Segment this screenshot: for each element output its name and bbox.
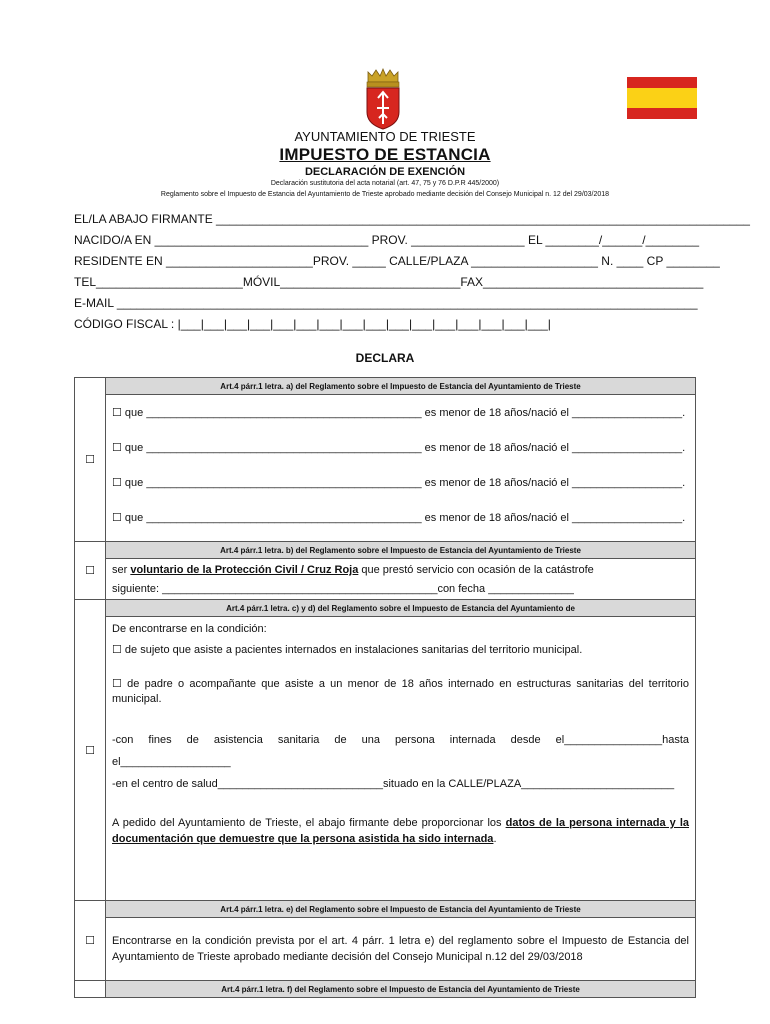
- section-a-checkbox[interactable]: ☐: [75, 378, 106, 542]
- c-fines-line[interactable]: -con fines de asistencia sanitaria de una persona internada desde el________________hasta el__________________: [112, 734, 689, 768]
- c-pedido-end: .: [493, 833, 497, 845]
- section-c-checkbox[interactable]: ☐: [75, 600, 106, 901]
- section-a-body: [106, 395, 696, 542]
- b-line2[interactable]: siguiente: _____________________________________________con fecha ______________: [112, 583, 574, 595]
- c-pedido-bold: datos de la persona internada y la documentación que demuestre que la persona asistida ha sido internada: [112, 817, 690, 845]
- section-f-header: Art.4 párr.1 letra. f) del Reglamento sobre el Impuesto de Estancia del Ayuntamiento de Trieste: [106, 981, 696, 998]
- spain-flag-icon: [627, 77, 697, 119]
- section-a-header: Art.4 párr.1 letra. a) del Reglamento sobre el Impuesto de Estancia del Ayuntamiento de Trieste: [106, 378, 696, 395]
- minor-line[interactable]: ☐ que _____________________________________________ es menor de 18 años/nació el __________________.: [112, 512, 686, 524]
- c-option-1[interactable]: ☐ de sujeto que asiste a pacientes internados en instalaciones sanitarias del territorio municipal.: [112, 644, 583, 656]
- legal-note-1: Declaración sustitutoria del acta notarial (art. 47, 75 y 76 D.P.R 445/2000): [270, 180, 500, 187]
- b-post-text: que prestó servicio con ocasión de la catástrofe: [358, 564, 594, 576]
- declara-heading: DECLARA: [355, 351, 415, 365]
- legal-note-2: Reglamento sobre el Impuesto de Estancia del Ayuntamiento de Trieste aprobado mediante decisión del Consejo Municipal n. 12 del 29/03/2018: [160, 191, 610, 198]
- tel-field[interactable]: TEL______________________MÓVIL___________________________FAX_________________________________: [74, 275, 704, 289]
- e-text: Encontrarse en la condición prevista por el art. 4 párr. 1 letra e) del reglamento sobre el Impuesto de Estancia del Ayuntamiento de Trieste aprobado mediante decisión del Consejo Municipal n.12 del 29/03/2018: [112, 935, 689, 963]
- page-title: IMPUESTO DE ESTANCIA: [279, 145, 491, 164]
- page-subtitle: DECLARACIÓN DE EXENCIÓN: [304, 166, 466, 178]
- minor-line[interactable]: ☐ que _____________________________________________ es menor de 18 años/nació el __________________.: [112, 407, 686, 419]
- c-pedido-text: A pedido del Ayuntamiento de Trieste, el abajo firmante debe proporcionar los: [112, 817, 506, 829]
- section-c-body: [106, 617, 696, 901]
- section-b-body: [106, 559, 696, 600]
- b-bold-text: voluntario de la Protección Civil / Cruz Roja: [130, 564, 359, 576]
- minor-line[interactable]: ☐ que _____________________________________________ es menor de 18 años/nació el __________________.: [112, 477, 686, 489]
- section-e-body: [106, 918, 696, 981]
- nacido-field[interactable]: NACIDO/A EN ________________________________ PROV. _________________ EL ________/______/________: [74, 233, 700, 247]
- b-pre-text: ser: [112, 564, 131, 576]
- c-intro: De encontrarse en la condición:: [112, 623, 267, 635]
- section-e-header: Art.4 párr.1 letra. e) del Reglamento sobre el Impuesto de Estancia del Ayuntamiento de Trieste: [106, 901, 696, 918]
- ayuntamiento-heading: AYUNTAMIENTO DE TRIESTE: [294, 129, 476, 144]
- codigo-fiscal-field[interactable]: CÓDIGO FISCAL : |___|___|___|___|___|___|___|___|___|___|___|___|___|___|___|___|: [74, 317, 551, 331]
- firmante-field[interactable]: EL/LA ABAJO FIRMANTE ________________________________________________________________________________: [74, 212, 750, 226]
- residente-field[interactable]: RESIDENTE EN ______________________PROV. _____ CALLE/PLAZA ___________________ N. ____ CP ________: [74, 254, 720, 268]
- section-e-checkbox[interactable]: ☐: [75, 901, 106, 981]
- trieste-crest-logo: [362, 68, 404, 130]
- section-c-header: Art.4 párr.1 letra. c) y d) del Reglamento sobre el Impuesto de Estancia del Ayuntamiento de: [106, 600, 696, 617]
- minor-line[interactable]: ☐ que _____________________________________________ es menor de 18 años/nació el __________________.: [112, 442, 686, 454]
- section-b-checkbox[interactable]: ☐: [75, 542, 106, 600]
- section-f-checkbox-cell: [75, 981, 106, 998]
- section-b-header: Art.4 párr.1 letra. b) del Reglamento sobre el Impuesto de Estancia del Ayuntamiento de Trieste: [106, 542, 696, 559]
- email-field[interactable]: E-MAIL _______________________________________________________________________________________: [74, 296, 698, 310]
- c-option-2[interactable]: ☐ de padre o acompañante que asiste a un menor de 18 años internado en estructuras sanitarias del territorio municipal.: [112, 678, 689, 705]
- declaration-table: [74, 377, 696, 998]
- c-centro-line[interactable]: -en el centro de salud___________________________situado en la CALLE/PLAZA_________________________: [112, 778, 675, 790]
